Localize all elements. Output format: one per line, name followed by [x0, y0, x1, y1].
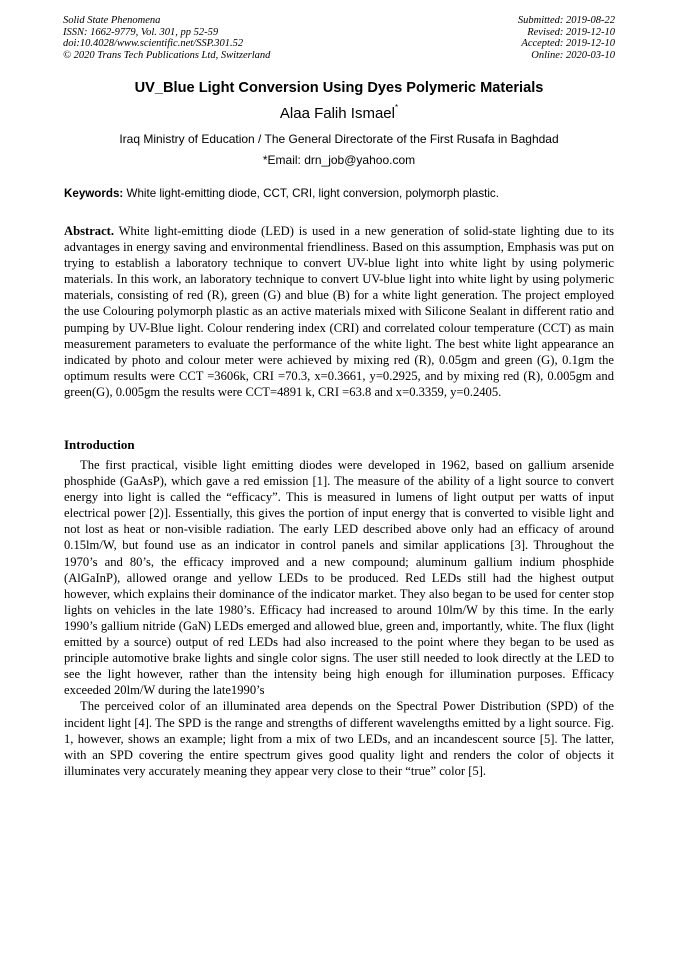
revised-date: Revised: 2019-12-10	[527, 26, 615, 38]
affiliation: Iraq Ministry of Education / The General Directorate of the First Rusafa in Baghdad	[119, 132, 559, 146]
author-email: *Email: drn_job@yahoo.com	[262, 153, 416, 167]
submitted-date: Submitted: 2019-08-22	[517, 15, 615, 26]
keywords-text: White light-emitting diode, CCT, CRI, light conversion, polymorph plastic.	[123, 187, 499, 200]
author-line	[40, 105, 638, 122]
submission-dates-header	[518, 15, 615, 61]
doi: doi:10.4028/www.scientific.net/SSP.301.52	[63, 38, 244, 49]
paragraph: The perceived color of an illuminated area depends on the Spectral Power Distribution (SPD) of the incident light [4]. The SPD is the range and strengths of different wavelengths emitted by a light source. Fig. 1, however, shows an example; light from a mix of two LEDs, and an incandescent source [5]. The latter, with an SPD covering the entire spectrum gives good quality light and renders the color of objects it illuminates very accurately meaning they appear very close to their “true” color [5].	[64, 699, 614, 778]
paper-title: UV_Blue Light Conversion Using Dyes Polymeric Materials	[134, 80, 544, 96]
introduction-body	[64, 457, 614, 779]
copyright: © 2020 Trans Tech Publications Ltd, Switzerland	[63, 49, 271, 61]
abstract-text: White light-emitting diode (LED) is used in a new generation of solid-state lighting due to its advantages in energy saving and environmental friendliness. Based on this assumption, Emphasis was put on trying to establish a laboratory technique to convert UV-blue light into white light by using polymeric materials. In this work, an laboratory technique to convert UV-blue light into white light by using polymeric materials, consisting of red (R), green (G) and blue (B) for a white light generation. The project employed the use Colouring polymorph plastic as an active materials mixed with Silicone Sealant in different ratio and pumping by UV-Blue light. Colour rendering index (CRI) and correlated colour temperature (CCT) as main measurement parameters to evaluate the performance of the white light. The best white light appearance an indicated by photo and colour meter were achieved by mixing red (R), 0.05gm and green (G), 0.1gm the optimum results were CCT =3606k, CRI =70.3, x=0.3661, y=0.2925, and by mixing red (R), 0.005gm and green(G), 0.005gm the results were CCT=4891 k, CRI =63.8 and x=0.3359, y=0.2405.	[64, 224, 614, 399]
author-name: Alaa Falih Ismael	[279, 105, 395, 122]
abstract-label: Abstract.	[64, 224, 115, 238]
accepted-date: Accepted: 2019-12-10	[521, 38, 615, 49]
keywords-label: Keywords:	[64, 187, 124, 200]
section-heading-introduction: Introduction	[64, 437, 135, 452]
journal-info-header	[63, 15, 270, 61]
author-marker: *	[394, 103, 399, 112]
journal-name: Solid State Phenomena	[63, 15, 161, 26]
keywords	[64, 187, 615, 200]
abstract	[64, 223, 614, 400]
paragraph: The first practical, visible light emitting diodes were developed in 1962, based on gallium arsenide phosphide (GaAsP), which gave a red emission [1]. The measure of the ability of a light source to convert energy into light is called the “efficacy”. This is measured in lumens of light output per watts of input electrical power [2)]. Essentially, this gives the portion of input energy that is converted to visible light and not lost as heat or non-visible radiation. The early LED described above only had an efficacy of around 0.15lm/W, but found use as an indicator in control panels and similar applications [3]. Throughout the 1970’s and 80’s, the efficacy improved and a new compound; aluminum gallium indium phosphide (AlGaInP), allowed orange and yellow LEDs to be produced. Red LEDs still had the highest output however, which explains their dominance of the indicator market. They also began to be used for center stop lights on vehicles in the late 1980’s. Efficacy had increased to around 10lm/W by this time. In the early 1990’s gallium nitride (GaN) LEDs emerged and allowed blue, green and, importantly, white. The flux (light emitted by a source) output of red LEDs had also increased to the point where they began to be used as principle automotive brake lights and single color signs. The user still needed to look directly at the LED to see the light however, rather than the intensity being high enough for illumination purposes. Efficacy exceeded 20lm/W during the late1990’s	[64, 458, 614, 698]
online-date: Online: 2020-03-10	[531, 49, 615, 61]
issn-volume: ISSN: 1662-9779, Vol. 301, pp 52-59	[63, 26, 219, 38]
